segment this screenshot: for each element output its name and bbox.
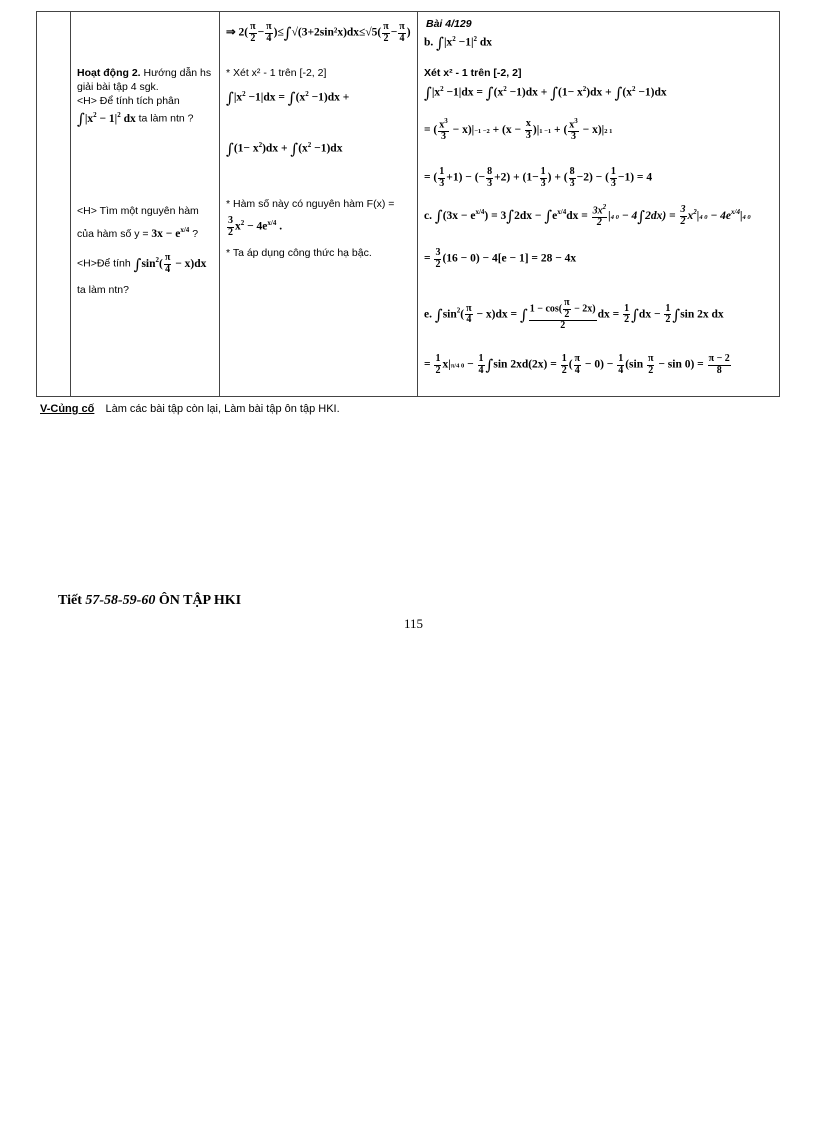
inequality-line: ⇒ 2( $\frac{\pi}{2}$ − $\frac{\pi}{4}$ )≤∫√(3+2sin²x)dx≤√5( $\frac{\pi}{2}$ − $\frac{\pi}{4}$ ) (226, 21, 411, 44)
part-b-consider: Xét x² - 1 trên [-2, 2] (424, 67, 522, 79)
question-3-line2: ta làm ntn? (77, 284, 129, 296)
split-integral-2: $\int(1- x^2)dx + \int(x^2 -1)dx$ (226, 140, 343, 158)
part-e-result: = $\frac{1}{2}$ x|π/4 0 − $\frac{1}{4}$ ∫sin 2xd(2x) = $\frac{1}{2}$ ( $\frac{\pi}{4}$ − 0) − $\frac{1}{4}$ (sin $\frac{\pi}{2}$ − sin 0) = $\frac{\pi - 2}{8}$ (424, 353, 730, 376)
part-b-result: = 4 (636, 171, 653, 184)
part-c-result: = $\frac{3}{2}$ (16 − 0) − 4[e − 1] = 28 − 4x (424, 247, 577, 270)
question-2-line1: <H> Tìm một nguyên hàm (77, 205, 199, 217)
table-cell-student-activity (220, 12, 418, 397)
table-cell-teacher-activity (71, 12, 220, 397)
consolidation-label: V-Củng cố (40, 403, 95, 415)
note-consider: * Xét x² - 1 trên [-2, 2] (226, 67, 327, 79)
exercise-heading: Bài 4/129 (426, 18, 472, 30)
activity-text: Hướng dẫn hs (140, 67, 212, 79)
table-cell-solution (418, 12, 780, 397)
part-c-integral: c. $\int(3x - e^{x/4}) = 3\int 2dx - \int e^{x/4}dx$ = $\frac{3x^2}{2}$ |4 0 − 4∫2dx) = $\frac{3}{2}$ $x^2|4$ $0 - 4e^{x/4}|4$ 0 (424, 203, 751, 228)
note-power-reduction: * Ta áp dụng công thức hạ bậc. (226, 247, 372, 259)
lesson-table (36, 11, 780, 397)
part-e-integral: e. $\int\sin^2$( $\frac{\pi}{4}$ − x)dx = ∫ 1 − cos( $\frac{\pi}{2}$ − 2x) 2 dx = $\frac{1}{2}$ ∫dx − $\frac{1}{2}$ ∫sin 2x dx (424, 297, 724, 331)
split-integral-1: $\int|x^2 -1|dx = \int(x^2 -1)dx$ + (226, 89, 350, 107)
consolidation-line (40, 403, 340, 415)
question-1-integral: $\int|x^2 - 1|^2$ dx ta làm ntn ? (77, 110, 194, 128)
consolidation-text: Làm các bài tập còn lại, Làm bài tập ôn tập HKI. (105, 403, 340, 415)
part-b-evaluation: = ( $\frac{1}{3}$ +1) − (− $\frac{8}{3}$ +2) + (1− $\frac{1}{3}$ ) + ( $\frac{8}{3}$ −2) − ( $\frac{1}{3}$ −1) = 4 (424, 166, 653, 189)
table-cell-empty-1 (37, 12, 71, 397)
question-2-line2: của hàm số $y = 3x - e^{x/4}$ ? (77, 226, 199, 240)
antiderivative-expr: $\frac{3}{2}$ $x^2 - 4e^{x/4}$ . (228, 215, 283, 238)
page-number: 115 (404, 616, 424, 631)
question-3-line1: <H>Để tính $\int\sin^2$( $\frac{\pi}{4}$ − x)dx (77, 252, 207, 275)
activity-title: Hoạt động 2. (77, 67, 141, 79)
lesson-title: Tiết 57-58-59-60 ÔN TẬP HKI (58, 593, 242, 608)
note-antiderivative: * Hàm số này có nguyên hàm F(x) = (226, 198, 395, 210)
part-b-integral: b. $\int|x^2 -1|^2$ dx (424, 34, 493, 52)
part-b-antiderivative: = ( $\frac{x^3}{3}$ − x)|−1 −2 + (x − $\frac{x}{3}$ )|1 −1 + ( $\frac{x^3}{3}$ − x)|2 1 (424, 117, 613, 142)
question-1-suffix: ta làm ntn ? (138, 112, 194, 125)
activity-text-line2: giải bài tập 4 sgk. (77, 81, 159, 93)
part-b-split: $\int|x^2 -1|dx = \int(x^2 -1)dx + \int(1- x^2)dx + \int(x^2 -1)dx$ (424, 84, 667, 102)
question-1-prefix: <H> Để tính tích phân (77, 95, 180, 107)
